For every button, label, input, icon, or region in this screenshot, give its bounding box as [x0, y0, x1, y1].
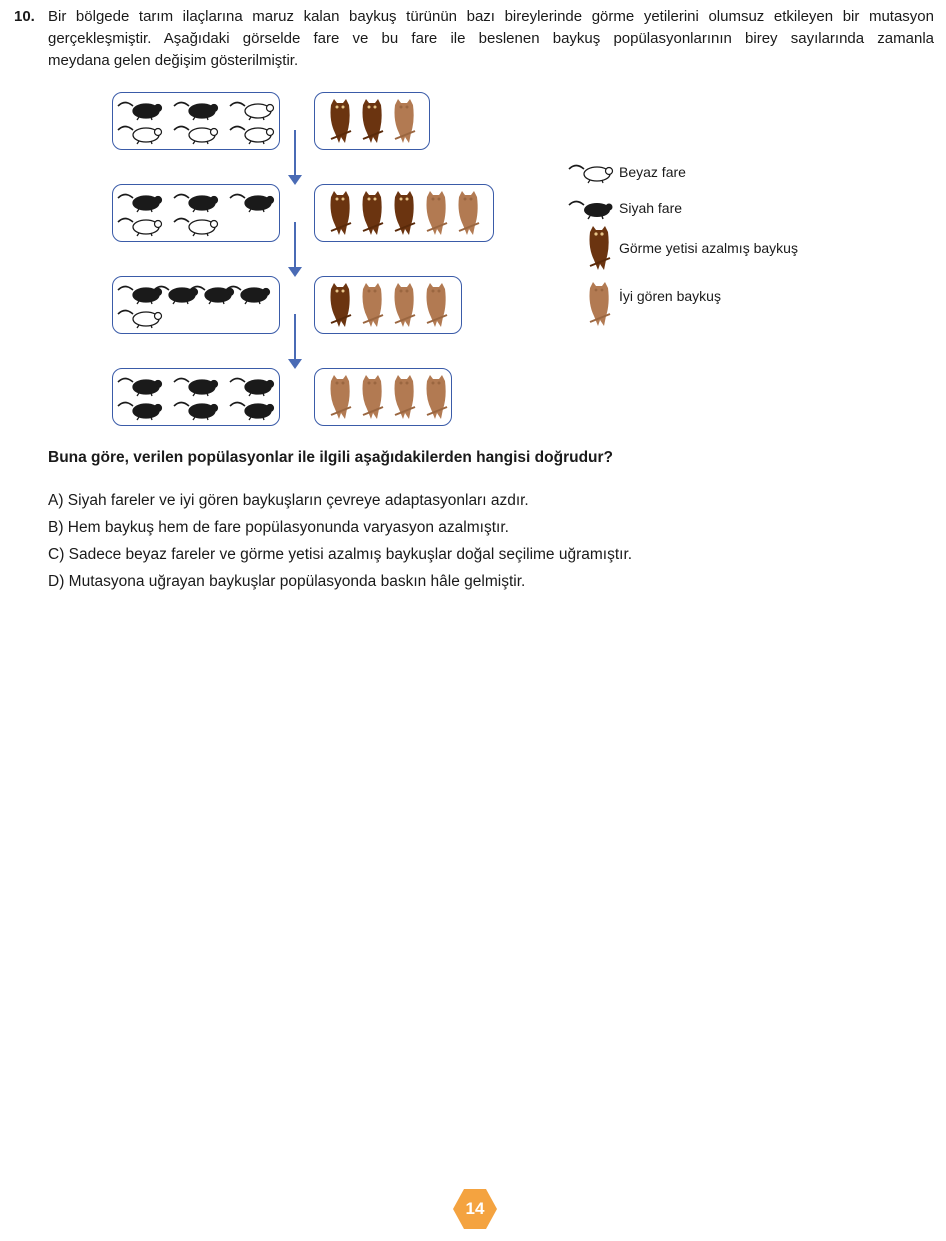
owl-population-box-4 — [314, 368, 452, 426]
black-mouse-icon — [229, 373, 277, 397]
white-mouse-icon — [229, 97, 277, 121]
legend-label: İyi gören baykuş — [619, 288, 721, 304]
legend-black-mouse — [568, 196, 828, 222]
question-prompt: Buna göre, verilen popülasyonlar ile ilgili aşağıdakilerden hangisi doğrudur? — [48, 449, 614, 466]
black-mouse-icon — [225, 281, 273, 305]
black-mouse-icon — [117, 397, 165, 421]
light-owl-icon — [391, 281, 417, 329]
dark-owl-icon — [327, 281, 353, 329]
option-c[interactable]: C) Sadece beyaz fareler ve görme yetisi azalmış baykuşlar doğal seçilime uğramıştır. — [48, 546, 633, 563]
legend-label: Görme yetisi azalmış baykuş — [619, 240, 798, 256]
question-text-line: Bir bölgede tarım ilaçlarına maruz kalan baykuş türünün bazı bireylerinde görme yetilerini olumsuz etkileyen bir mutasyon — [48, 8, 934, 25]
mouse-population-box-3 — [112, 276, 280, 334]
light-owl-icon — [423, 189, 449, 237]
light-owl-icon — [391, 373, 417, 421]
time-arrow — [294, 314, 296, 360]
black-mouse-icon — [173, 97, 221, 121]
mouse-population-box-1 — [112, 92, 280, 150]
question-text-line: gerçekleşmiştir. Aşağıdaki görselde fare ve bu fare ile beslenen baykuş popülasyonlarının birey sayılarında zamanla — [48, 30, 934, 47]
answer-options — [48, 487, 632, 595]
light-owl-icon — [359, 373, 385, 421]
light-owl-icon — [423, 373, 449, 421]
page-number: 14 — [465, 1199, 485, 1218]
white-mouse-icon — [117, 213, 165, 237]
black-mouse-icon — [117, 373, 165, 397]
dark-owl-icon — [391, 189, 417, 237]
light-owl-icon — [391, 97, 417, 145]
owl-population-box-1 — [314, 92, 430, 150]
legend-label: Siyah fare — [619, 200, 683, 216]
mouse-population-box-2 — [112, 184, 280, 242]
time-arrow — [294, 222, 296, 268]
legend-white-mouse — [568, 160, 828, 186]
question-text — [48, 6, 934, 72]
option-a[interactable]: A) Siyah fareler ve iyi gören baykuşların çevreye adaptasyonları azdır. — [48, 492, 529, 509]
legend-light-owl — [584, 280, 844, 328]
white-mouse-icon — [173, 213, 221, 237]
black-mouse-icon — [173, 373, 221, 397]
page-number-badge — [452, 1188, 498, 1230]
white-mouse-icon — [117, 305, 165, 329]
black-mouse-icon — [173, 189, 221, 213]
black-mouse-icon — [229, 397, 277, 421]
option-d[interactable]: D) Mutasyona uğrayan baykuşlar popülasyonda baskın hâle gelmiştir. — [48, 573, 526, 590]
black-mouse-icon — [117, 97, 165, 121]
light-owl-icon — [455, 189, 481, 237]
dark-owl-icon — [327, 189, 353, 237]
black-mouse-icon — [173, 397, 221, 421]
light-owl-icon — [359, 281, 385, 329]
time-arrow — [294, 130, 296, 176]
black-mouse-icon — [568, 196, 616, 220]
question-number: 10. — [14, 8, 35, 25]
light-owl-icon — [423, 281, 449, 329]
mouse-population-box-4 — [112, 368, 280, 426]
legend-label: Beyaz fare — [619, 164, 686, 180]
owl-population-box-3 — [314, 276, 462, 334]
white-mouse-icon — [173, 121, 221, 145]
dark-owl-icon — [359, 189, 385, 237]
light-owl-icon — [327, 373, 353, 421]
population-figure — [112, 90, 832, 430]
legend-dark-owl — [584, 224, 844, 272]
owl-population-box-2 — [314, 184, 494, 242]
question-text-line: meydana gelen değişim gösterilmiştir. — [48, 52, 299, 69]
white-mouse-icon — [229, 121, 277, 145]
white-mouse-icon — [117, 121, 165, 145]
dark-owl-icon — [586, 224, 612, 272]
light-owl-icon — [586, 280, 612, 328]
black-mouse-icon — [229, 189, 277, 213]
white-mouse-icon — [568, 160, 616, 184]
dark-owl-icon — [359, 97, 385, 145]
black-mouse-icon — [117, 189, 165, 213]
option-b[interactable]: B) Hem baykuş hem de fare popülasyonunda varyasyon azalmıştır. — [48, 519, 509, 536]
dark-owl-icon — [327, 97, 353, 145]
